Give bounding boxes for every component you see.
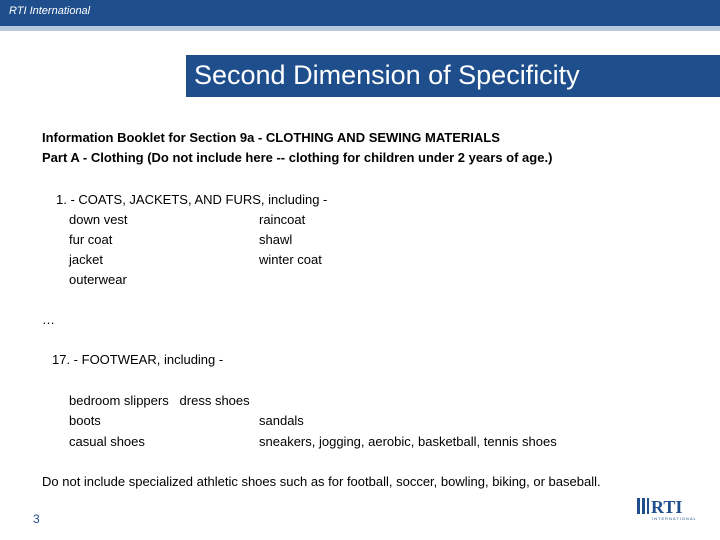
list-item: outerwear — [69, 272, 127, 287]
logo-subtext: INTERNATIONAL — [652, 516, 697, 521]
list-item: sandals — [259, 413, 304, 428]
rti-logo-icon — [637, 496, 699, 522]
header-bar — [0, 0, 720, 26]
title-box — [186, 55, 720, 97]
section-1-heading: 1. - COATS, JACKETS, AND FURS, including - — [56, 192, 328, 207]
list-item: winter coat — [259, 252, 322, 267]
booklet-line-2: Part A - Clothing (Do not include here -- clothing for children under 2 years of age.) — [42, 150, 553, 165]
page-number: 3 — [33, 512, 40, 526]
logo-text: RTI — [651, 497, 683, 517]
list-item: sneakers, jogging, aerobic, basketball, tennis shoes — [259, 434, 557, 449]
list-item: shawl — [259, 232, 293, 247]
list-item: jacket — [69, 252, 103, 267]
list-item: raincoat — [259, 212, 306, 227]
brand-label: RTI International — [9, 5, 91, 17]
footnote: Do not include specialized athletic shoes such as for football, soccer, bowling, biking, or baseball. — [42, 474, 601, 489]
list-item: fur coat — [69, 232, 113, 247]
list-item: down vest — [69, 212, 128, 227]
booklet-line-1: Information Booklet for Section 9a - CLOTHING AND SEWING MATERIALS — [42, 130, 500, 145]
list-item: casual shoes — [69, 434, 145, 449]
slide-title: Second Dimension of Specificity — [194, 60, 580, 90]
rti-logo — [637, 496, 699, 527]
ellipsis: … — [42, 312, 55, 327]
header-accent-band — [0, 26, 720, 31]
list-item: bedroom slippers dress shoes — [69, 393, 250, 408]
list-item: boots — [69, 413, 101, 428]
section-17-heading: 17. - FOOTWEAR, including - — [52, 352, 224, 367]
